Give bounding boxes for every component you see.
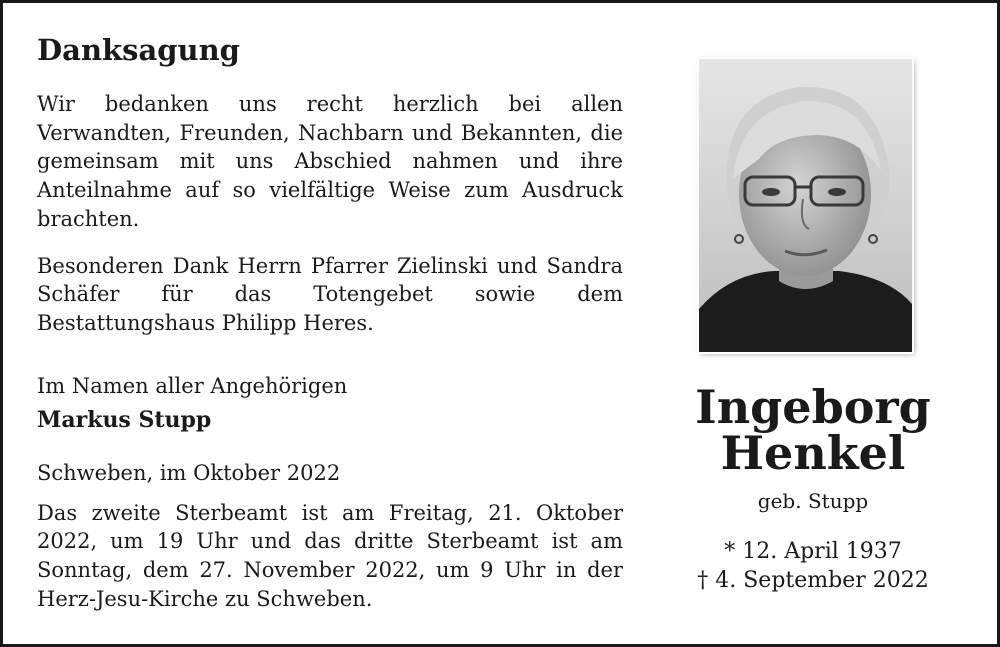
portrait-photo bbox=[699, 59, 912, 352]
birth-date: * 12. April 1937 bbox=[724, 539, 902, 564]
deceased-name bbox=[663, 380, 963, 480]
portrait-illustration bbox=[699, 59, 912, 352]
signer-name: Markus Stupp bbox=[37, 406, 212, 433]
place-date-line: Schweben, im Oktober 2022 bbox=[37, 460, 341, 485]
service-info-paragraph: Das zweite Sterbeamt ist am Freitag, 21. Oktober 2022, um 19 Uhr und das dritte Sterbeamt ist am Sonntag, dem 27. November 2022, um 9 Uhr in der Herz-Jesu-Kirche zu Schweben. bbox=[37, 500, 623, 611]
special-thanks-paragraph: Besonderen Dank Herrn Pfarrer Zielinski und Sandra Schäfer für das Totengebet sowie dem Bestattungshaus Philipp Heres. bbox=[37, 253, 623, 336]
thank-you-column bbox=[37, 33, 623, 614]
life-dates bbox=[663, 538, 963, 595]
deceased-last-name: Henkel bbox=[720, 426, 906, 480]
on-behalf-line: Im Namen aller Angehörigen bbox=[37, 373, 348, 398]
deceased-first-name: Ingeborg bbox=[695, 380, 931, 434]
thanks-paragraph: Wir bedanken uns recht herzlich bei allen Verwandten, Freunden, Nachbarn und Bekannten, die gemeinsam mit uns Abschied nahmen und ihre Anteilnahme auf so vielfältige Weise zum Ausdruck brachten. bbox=[37, 91, 623, 231]
death-date: † 4. September 2022 bbox=[697, 567, 929, 593]
notice-heading: Danksagung bbox=[37, 33, 240, 67]
birth-name: geb. Stupp bbox=[757, 489, 869, 513]
